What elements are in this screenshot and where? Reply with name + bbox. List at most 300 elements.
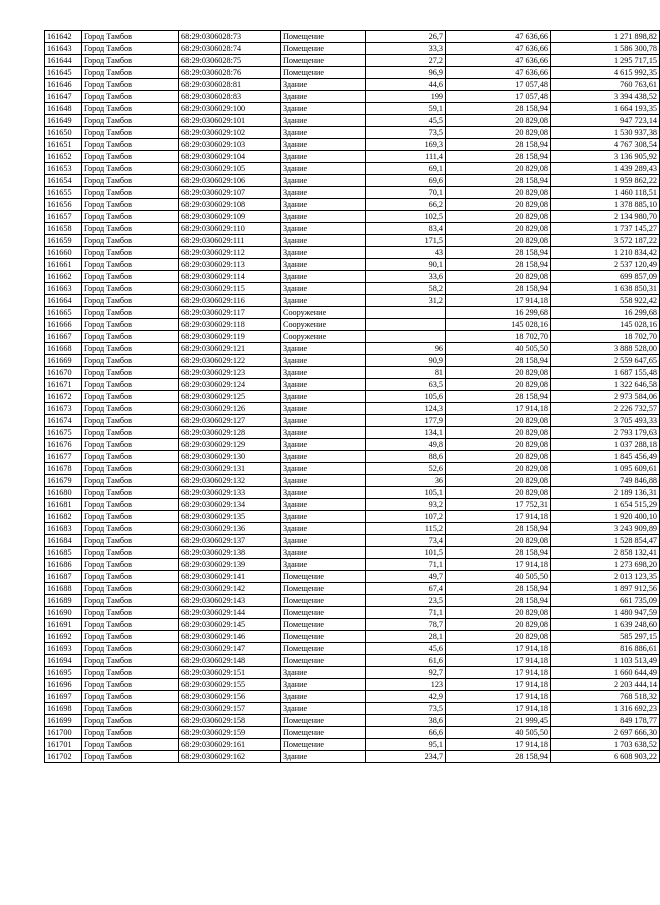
locality-cell: Город Тамбов [82,463,179,475]
row-number-cell: 161655 [45,187,82,199]
unit-value-cell: 28 158,94 [446,247,551,259]
cadastral-value-cell: 2 013 123,35 [551,571,660,583]
object-type-cell: Сооружение [281,319,366,331]
area-cell [366,307,446,319]
cadastral-number-cell: 68:29:0306029:113 [179,259,281,271]
locality-cell: Город Тамбов [82,487,179,499]
row-number-cell: 161647 [45,91,82,103]
cadastral-number-cell: 68:29:0306029:110 [179,223,281,235]
object-type-cell: Здание [281,679,366,691]
cadastral-value-cell: 1 210 834,42 [551,247,660,259]
row-number-cell: 161679 [45,475,82,487]
table-row [45,463,660,475]
locality-cell: Город Тамбов [82,379,179,391]
area-cell: 124,3 [366,403,446,415]
table-row [45,439,660,451]
unit-value-cell: 17 914,18 [446,691,551,703]
area-cell: 49,8 [366,439,446,451]
area-cell: 26,7 [366,31,446,43]
unit-value-cell: 20 829,08 [446,415,551,427]
cadastral-value-cell: 1 660 644,49 [551,667,660,679]
table-row [45,127,660,139]
cadastral-number-cell: 68:29:0306029:148 [179,655,281,667]
unit-value-cell: 17 752,31 [446,499,551,511]
unit-value-cell: 28 158,94 [446,547,551,559]
row-number-cell: 161690 [45,607,82,619]
locality-cell: Город Тамбов [82,355,179,367]
area-cell: 171,5 [366,235,446,247]
unit-value-cell: 17 914,18 [446,655,551,667]
unit-value-cell: 28 158,94 [446,259,551,271]
area-cell: 59,1 [366,103,446,115]
locality-cell: Город Тамбов [82,175,179,187]
cadastral-value-cell: 1 687 155,48 [551,367,660,379]
object-type-cell: Здание [281,511,366,523]
unit-value-cell: 20 829,08 [446,631,551,643]
area-cell: 169,3 [366,139,446,151]
locality-cell: Город Тамбов [82,223,179,235]
area-cell: 71,1 [366,559,446,571]
area-cell: 66,6 [366,727,446,739]
cadastral-number-cell: 68:29:0306029:118 [179,319,281,331]
unit-value-cell: 17 914,18 [446,559,551,571]
cadastral-value-cell: 18 702,70 [551,331,660,343]
cadastral-value-cell: 1 664 193,35 [551,103,660,115]
locality-cell: Город Тамбов [82,403,179,415]
cadastral-value-cell: 1 480 947,59 [551,607,660,619]
unit-value-cell: 28 158,94 [446,355,551,367]
unit-value-cell: 17 914,18 [446,643,551,655]
object-type-cell: Здание [281,223,366,235]
locality-cell: Город Тамбов [82,535,179,547]
cadastral-number-cell: 68:29:0306029:130 [179,451,281,463]
cadastral-value-cell: 2 697 666,30 [551,727,660,739]
locality-cell: Город Тамбов [82,595,179,607]
unit-value-cell: 47 636,66 [446,67,551,79]
object-type-cell: Здание [281,391,366,403]
area-cell: 69,6 [366,175,446,187]
row-number-cell: 161673 [45,403,82,415]
object-type-cell: Помещение [281,583,366,595]
locality-cell: Город Тамбов [82,547,179,559]
locality-cell: Город Тамбов [82,331,179,343]
table-row [45,715,660,727]
row-number-cell: 161696 [45,679,82,691]
unit-value-cell: 16 299,68 [446,307,551,319]
cadastral-value-cell: 1 959 862,22 [551,175,660,187]
unit-value-cell: 28 158,94 [446,751,551,763]
row-number-cell: 161671 [45,379,82,391]
table-row [45,619,660,631]
table-row [45,499,660,511]
cadastral-number-cell: 68:29:0306029:102 [179,127,281,139]
cadastral-number-cell: 68:29:0306029:146 [179,631,281,643]
locality-cell: Город Тамбов [82,259,179,271]
locality-cell: Город Тамбов [82,451,179,463]
table-row [45,43,660,55]
table-row [45,391,660,403]
cadastral-value-cell: 3 136 905,92 [551,151,660,163]
area-cell: 115,2 [366,523,446,535]
locality-cell: Город Тамбов [82,679,179,691]
object-type-cell: Здание [281,151,366,163]
locality-cell: Город Тамбов [82,55,179,67]
object-type-cell: Помещение [281,31,366,43]
locality-cell: Город Тамбов [82,343,179,355]
cadastral-value-cell: 1 037 288,18 [551,439,660,451]
object-type-cell: Помещение [281,619,366,631]
cadastral-value-cell: 1 920 400,10 [551,511,660,523]
table-row [45,31,660,43]
cadastral-number-cell: 68:29:0306028:75 [179,55,281,67]
cadastral-value-cell: 3 705 493,33 [551,415,660,427]
unit-value-cell: 20 829,08 [446,211,551,223]
object-type-cell: Сооружение [281,307,366,319]
area-cell: 73,5 [366,703,446,715]
cadastral-number-cell: 68:29:0306029:138 [179,547,281,559]
row-number-cell: 161693 [45,643,82,655]
area-cell: 90,1 [366,259,446,271]
cadastral-number-cell: 68:29:0306029:132 [179,475,281,487]
cadastral-value-cell: 849 178,77 [551,715,660,727]
cadastral-number-cell: 68:29:0306029:159 [179,727,281,739]
cadastral-value-cell: 1 703 638,52 [551,739,660,751]
locality-cell: Город Тамбов [82,307,179,319]
unit-value-cell: 20 829,08 [446,619,551,631]
locality-cell: Город Тамбов [82,31,179,43]
object-type-cell: Здание [281,235,366,247]
row-number-cell: 161656 [45,199,82,211]
row-number-cell: 161651 [45,139,82,151]
unit-value-cell: 145 028,16 [446,319,551,331]
cadastral-value-cell: 1 845 456,49 [551,451,660,463]
table-body [45,31,660,763]
cadastral-number-cell: 68:29:0306029:127 [179,415,281,427]
unit-value-cell: 17 914,18 [446,679,551,691]
object-type-cell: Здание [281,379,366,391]
object-type-cell: Здание [281,115,366,127]
locality-cell: Город Тамбов [82,43,179,55]
object-type-cell: Здание [281,163,366,175]
area-cell: 42,9 [366,691,446,703]
cadastral-value-cell: 661 735,09 [551,595,660,607]
cadastral-number-cell: 68:29:0306029:100 [179,103,281,115]
unit-value-cell: 20 829,08 [446,607,551,619]
table-row [45,223,660,235]
object-type-cell: Здание [281,499,366,511]
object-type-cell: Сооружение [281,331,366,343]
locality-cell: Город Тамбов [82,667,179,679]
locality-cell: Город Тамбов [82,115,179,127]
cadastral-value-cell: 1 439 289,43 [551,163,660,175]
object-type-cell: Здание [281,187,366,199]
table-row [45,691,660,703]
cadastral-number-cell: 68:29:0306029:141 [179,571,281,583]
locality-cell: Город Тамбов [82,91,179,103]
object-type-cell: Здание [281,247,366,259]
table-row [45,727,660,739]
locality-cell: Город Тамбов [82,499,179,511]
table-row [45,475,660,487]
row-number-cell: 161669 [45,355,82,367]
cadastral-number-cell: 68:29:0306029:156 [179,691,281,703]
area-cell: 111,4 [366,151,446,163]
locality-cell: Город Тамбов [82,199,179,211]
row-number-cell: 161701 [45,739,82,751]
unit-value-cell: 28 158,94 [446,175,551,187]
cadastral-number-cell: 68:29:0306029:122 [179,355,281,367]
cadastral-number-cell: 68:29:0306029:147 [179,643,281,655]
cadastral-number-cell: 68:29:0306029:112 [179,247,281,259]
cadastral-value-cell: 1 638 850,31 [551,283,660,295]
object-type-cell: Здание [281,355,366,367]
locality-cell: Город Тамбов [82,439,179,451]
locality-cell: Город Тамбов [82,607,179,619]
area-cell: 92,7 [366,667,446,679]
area-cell: 78,7 [366,619,446,631]
table-row [45,79,660,91]
table-row [45,559,660,571]
row-number-cell: 161665 [45,307,82,319]
object-type-cell: Здание [281,475,366,487]
unit-value-cell: 20 829,08 [446,115,551,127]
area-cell: 27,2 [366,55,446,67]
cadastral-value-cell: 1 528 854,47 [551,535,660,547]
table-row [45,739,660,751]
locality-cell: Город Тамбов [82,427,179,439]
object-type-cell: Здание [281,523,366,535]
cadastral-value-cell: 1 460 118,51 [551,187,660,199]
area-cell: 31,2 [366,295,446,307]
cadastral-value-cell: 1 737 145,27 [551,223,660,235]
row-number-cell: 161648 [45,103,82,115]
row-number-cell: 161657 [45,211,82,223]
object-type-cell: Здание [281,367,366,379]
row-number-cell: 161688 [45,583,82,595]
cadastral-number-cell: 68:29:0306029:106 [179,175,281,187]
cadastral-number-cell: 68:29:0306029:124 [179,379,281,391]
table-row [45,247,660,259]
cadastral-number-cell: 68:29:0306029:155 [179,679,281,691]
area-cell: 61,6 [366,655,446,667]
area-cell: 44,6 [366,79,446,91]
area-cell: 28,1 [366,631,446,643]
cadastral-number-cell: 68:29:0306029:123 [179,367,281,379]
area-cell: 83,4 [366,223,446,235]
locality-cell: Город Тамбов [82,571,179,583]
table-row [45,367,660,379]
table-row [45,751,660,763]
area-cell: 101,5 [366,547,446,559]
cadastral-number-cell: 68:29:0306029:111 [179,235,281,247]
area-cell: 73,4 [366,535,446,547]
cadastral-number-cell: 68:29:0306029:119 [179,331,281,343]
cadastral-number-cell: 68:29:0306029:137 [179,535,281,547]
table-row [45,571,660,583]
row-number-cell: 161666 [45,319,82,331]
unit-value-cell: 20 829,08 [446,475,551,487]
area-cell [366,319,446,331]
table-row [45,139,660,151]
object-type-cell: Здание [281,103,366,115]
row-number-cell: 161685 [45,547,82,559]
object-type-cell: Помещение [281,607,366,619]
cadastral-value-cell: 2 858 132,41 [551,547,660,559]
table-row [45,535,660,547]
unit-value-cell: 17 914,18 [446,295,551,307]
row-number-cell: 161695 [45,667,82,679]
cadastral-number-cell: 68:29:0306029:129 [179,439,281,451]
locality-cell: Город Тамбов [82,319,179,331]
cadastral-value-cell: 1 530 937,38 [551,127,660,139]
unit-value-cell: 47 636,66 [446,31,551,43]
locality-cell: Город Тамбов [82,151,179,163]
cadastral-number-cell: 68:29:0306029:116 [179,295,281,307]
table-row [45,235,660,247]
unit-value-cell: 17 914,18 [446,403,551,415]
area-cell: 90,9 [366,355,446,367]
cadastral-value-cell: 3 243 909,89 [551,523,660,535]
cadastral-number-cell: 68:29:0306029:134 [179,499,281,511]
area-cell: 177,9 [366,415,446,427]
locality-cell: Город Тамбов [82,283,179,295]
object-type-cell: Помещение [281,739,366,751]
cadastral-value-cell: 558 922,42 [551,295,660,307]
cadastral-value-cell: 145 028,16 [551,319,660,331]
object-type-cell: Помещение [281,43,366,55]
unit-value-cell: 20 829,08 [446,235,551,247]
row-number-cell: 161670 [45,367,82,379]
cadastral-value-cell: 760 763,61 [551,79,660,91]
table-row [45,655,660,667]
object-type-cell: Помещение [281,631,366,643]
cadastral-value-cell: 2 559 647,65 [551,355,660,367]
row-number-cell: 161700 [45,727,82,739]
row-number-cell: 161675 [45,427,82,439]
table-row [45,67,660,79]
object-type-cell: Здание [281,439,366,451]
object-type-cell: Здание [281,199,366,211]
object-type-cell: Помещение [281,655,366,667]
area-cell: 199 [366,91,446,103]
unit-value-cell: 20 829,08 [446,367,551,379]
locality-cell: Город Тамбов [82,67,179,79]
table-row [45,667,660,679]
unit-value-cell: 28 158,94 [446,151,551,163]
table-row [45,271,660,283]
cadastral-value-cell: 1 295 717,15 [551,55,660,67]
locality-cell: Город Тамбов [82,79,179,91]
unit-value-cell: 20 829,08 [446,427,551,439]
cadastral-number-cell: 68:29:0306029:145 [179,619,281,631]
row-number-cell: 161660 [45,247,82,259]
cadastral-number-cell: 68:29:0306029:105 [179,163,281,175]
object-type-cell: Помещение [281,67,366,79]
locality-cell: Город Тамбов [82,163,179,175]
unit-value-cell: 20 829,08 [446,487,551,499]
table-row [45,379,660,391]
area-cell: 66,2 [366,199,446,211]
area-cell: 105,6 [366,391,446,403]
locality-cell: Город Тамбов [82,751,179,763]
table-row [45,211,660,223]
row-number-cell: 161654 [45,175,82,187]
cadastral-value-cell: 1 639 248,60 [551,619,660,631]
row-number-cell: 161663 [45,283,82,295]
row-number-cell: 161659 [45,235,82,247]
locality-cell: Город Тамбов [82,475,179,487]
area-cell: 107,2 [366,511,446,523]
object-type-cell: Здание [281,415,366,427]
cadastral-value-cell: 2 189 136,31 [551,487,660,499]
object-type-cell: Помещение [281,55,366,67]
cadastral-number-cell: 68:29:0306029:101 [179,115,281,127]
row-number-cell: 161668 [45,343,82,355]
cadastral-number-cell: 68:29:0306029:142 [179,583,281,595]
locality-cell: Город Тамбов [82,727,179,739]
cadastral-number-cell: 68:29:0306029:126 [179,403,281,415]
cadastral-number-cell: 68:29:0306029:158 [179,715,281,727]
unit-value-cell: 17 057,48 [446,79,551,91]
row-number-cell: 161649 [45,115,82,127]
row-number-cell: 161645 [45,67,82,79]
cadastral-value-cell: 816 886,61 [551,643,660,655]
table-row [45,151,660,163]
unit-value-cell: 20 829,08 [446,163,551,175]
cadastral-value-cell: 1 897 912,56 [551,583,660,595]
object-type-cell: Здание [281,211,366,223]
object-type-cell: Здание [281,547,366,559]
table-row [45,199,660,211]
cadastral-value-cell: 3 888 528,00 [551,343,660,355]
table-row [45,583,660,595]
cadastral-number-cell: 68:29:0306029:103 [179,139,281,151]
table-row [45,283,660,295]
area-cell: 123 [366,679,446,691]
area-cell: 36 [366,475,446,487]
cadastral-number-cell: 68:29:0306029:108 [179,199,281,211]
locality-cell: Город Тамбов [82,391,179,403]
row-number-cell: 161643 [45,43,82,55]
locality-cell: Город Тамбов [82,523,179,535]
cadastral-number-cell: 68:29:0306028:83 [179,91,281,103]
cadastral-number-cell: 68:29:0306028:76 [179,67,281,79]
row-number-cell: 161674 [45,415,82,427]
cadastral-value-cell: 749 846,88 [551,475,660,487]
object-type-cell: Здание [281,403,366,415]
object-type-cell: Здание [281,559,366,571]
locality-cell: Город Тамбов [82,511,179,523]
table-row [45,643,660,655]
cadastral-number-cell: 68:29:0306029:144 [179,607,281,619]
locality-cell: Город Тамбов [82,559,179,571]
table-row [45,259,660,271]
unit-value-cell: 20 829,08 [446,379,551,391]
cadastral-number-cell: 68:29:0306029:162 [179,751,281,763]
object-type-cell: Здание [281,535,366,547]
area-cell: 52,6 [366,463,446,475]
locality-cell: Город Тамбов [82,187,179,199]
locality-cell: Город Тамбов [82,295,179,307]
locality-cell: Город Тамбов [82,739,179,751]
locality-cell: Город Тамбов [82,715,179,727]
unit-value-cell: 20 829,08 [446,439,551,451]
row-number-cell: 161697 [45,691,82,703]
object-type-cell: Здание [281,667,366,679]
locality-cell: Город Тамбов [82,655,179,667]
cadastral-value-cell: 4 767 308,54 [551,139,660,151]
cadastral-value-cell: 1 273 698,20 [551,559,660,571]
